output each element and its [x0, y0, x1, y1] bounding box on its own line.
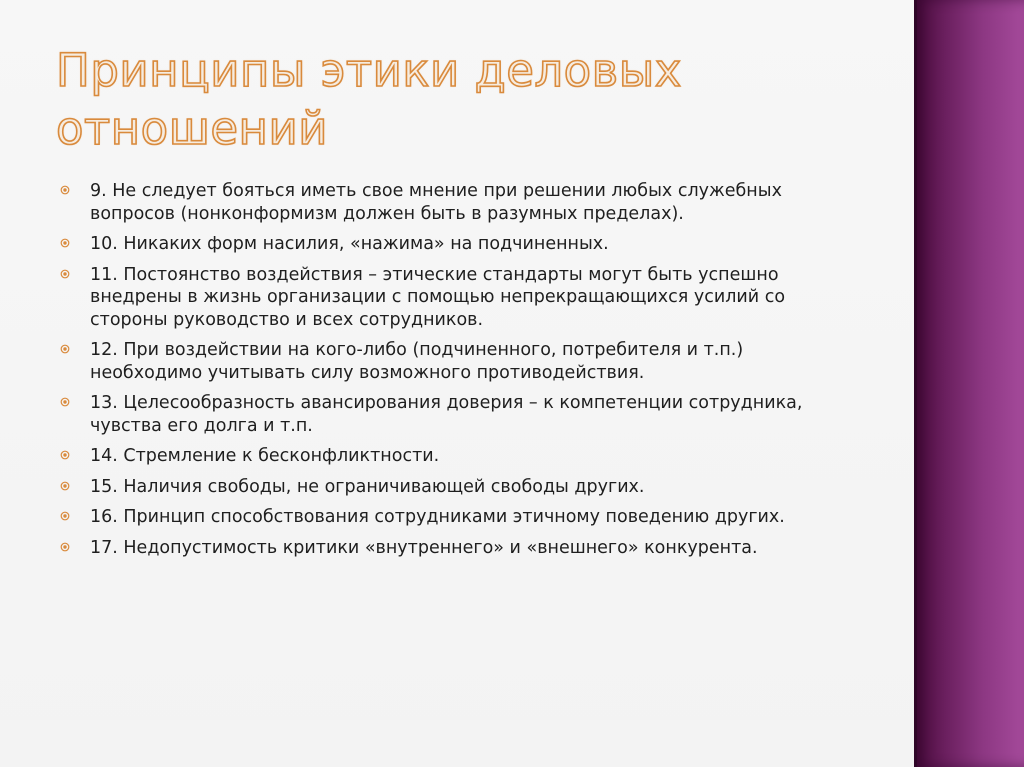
list-item-text: 17. Недопустимость критики «внутреннего» и «внешнего» конкурента. — [90, 537, 758, 558]
slide-title: Принципы этики деловых отношений — [56, 44, 682, 155]
list-item — [60, 392, 860, 437]
list-item-text: 12. При воздействии на кого-либо (подчиненного, потребителя и т.п.) необходимо учитывать силу возможного противодействия. — [90, 340, 744, 383]
list-item — [60, 233, 860, 256]
list-item — [60, 476, 860, 499]
circle-dot-icon — [60, 511, 70, 521]
circle-dot-icon — [60, 542, 70, 552]
circle-dot-icon — [60, 481, 70, 491]
list-item-text: 10. Никаких форм насилия, «нажима» на подчиненных. — [90, 234, 609, 254]
list-item — [60, 180, 860, 225]
circle-dot-icon — [60, 397, 70, 407]
bullet-list — [60, 180, 860, 567]
circle-dot-icon — [60, 238, 70, 248]
circle-dot-icon — [60, 344, 70, 354]
list-item — [60, 339, 860, 384]
circle-dot-icon — [60, 269, 70, 279]
list-item — [60, 264, 860, 332]
list-item-text: 14. Стремление к бесконфликтности. — [90, 446, 440, 466]
circle-dot-icon — [60, 450, 70, 460]
circle-dot-icon — [60, 185, 70, 195]
list-item-text: 16. Принцип способствования сотрудниками этичному поведению других. — [90, 507, 785, 527]
list-item-text: 13. Целесообразность авансирования доверия – к компетенции сотрудника, чувства его долга и т.п. — [90, 393, 803, 436]
list-item — [60, 506, 860, 529]
decorative-side-panel — [914, 0, 1024, 767]
list-item — [60, 537, 860, 560]
list-item-text: 9. Не следует бояться иметь свое мнение при решении любых служебных вопросов (нонконформизм должен быть в разумных пределах). — [90, 181, 782, 224]
list-item-text: 11. Постоянство воздействия – этические стандарты могут быть успешно внедрены в жизнь организации с помощью непрекращающихся усилий со стороны руководство и всех сотрудников. — [90, 264, 786, 330]
list-item — [60, 445, 860, 468]
list-item-text: 15. Наличия свободы, не ограничивающей свободы других. — [90, 476, 645, 497]
